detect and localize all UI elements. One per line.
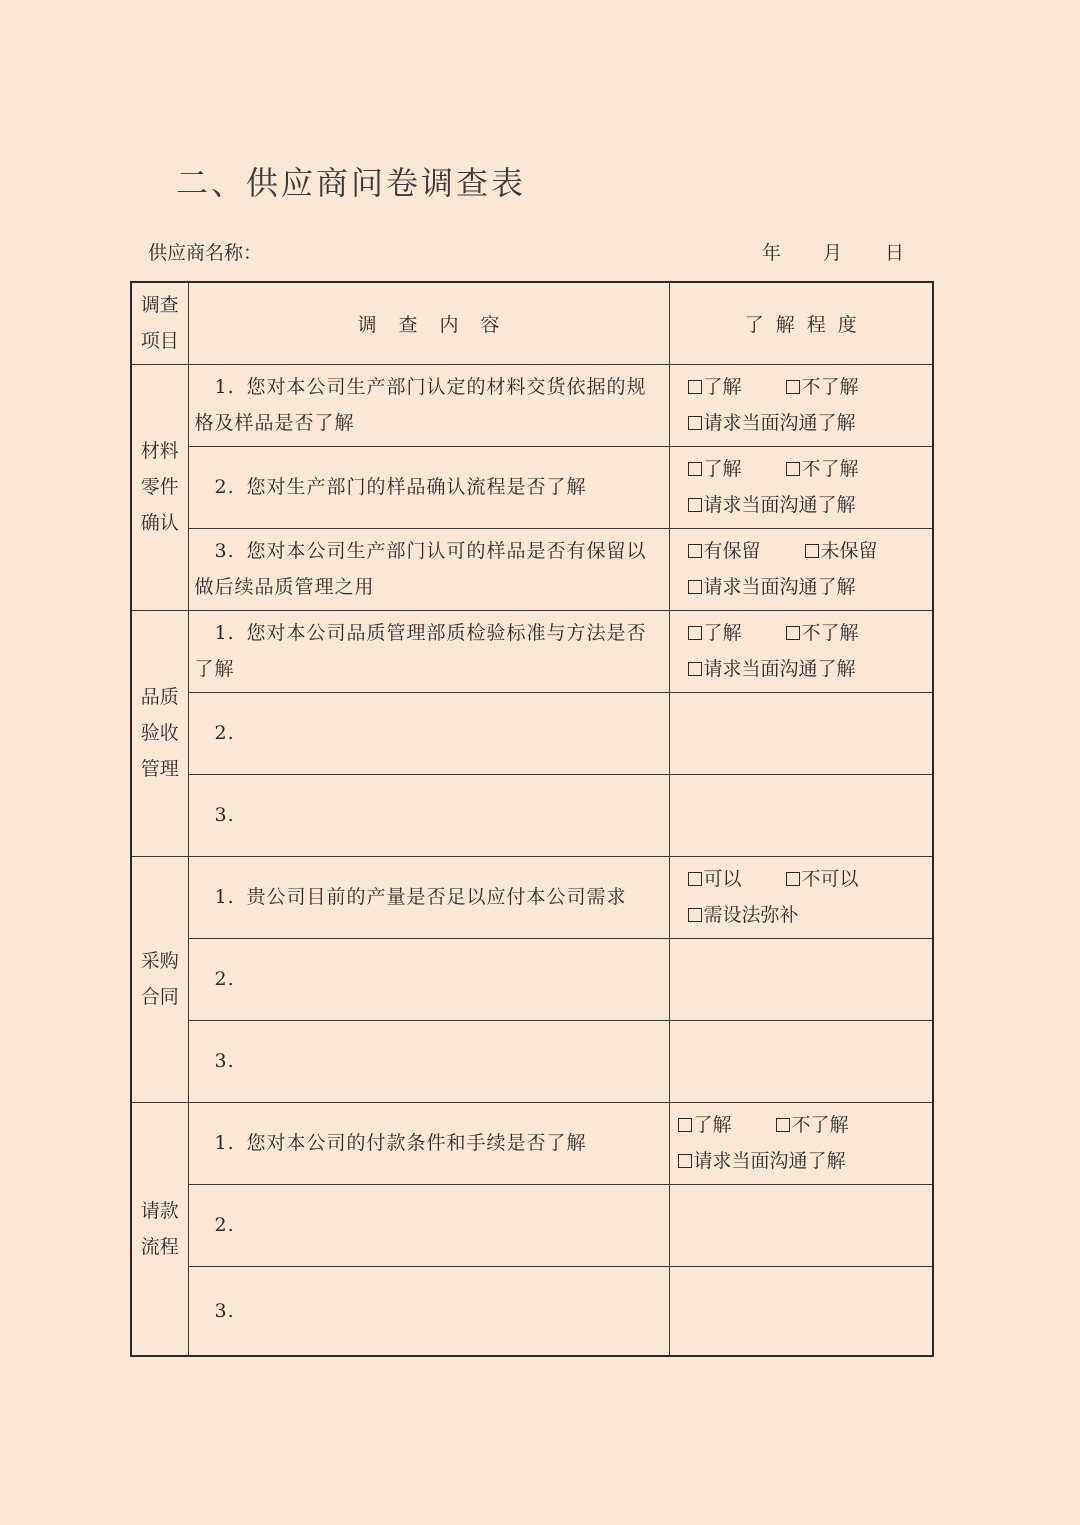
options-cell-empty bbox=[669, 692, 933, 774]
header-survey-item: 调查 项目 bbox=[131, 282, 188, 364]
category-payment-process: 请款 流程 bbox=[131, 1102, 188, 1356]
checkbox[interactable] bbox=[688, 872, 702, 886]
options-cell-empty bbox=[669, 938, 933, 1020]
question-cell: 2. bbox=[188, 1184, 669, 1266]
category-material-confirm: 材料 零件 确认 bbox=[131, 364, 188, 610]
checkbox[interactable] bbox=[688, 380, 702, 394]
checkbox[interactable] bbox=[688, 626, 702, 640]
options-cell: 可以 不可以 需设法弥补 bbox=[669, 856, 933, 938]
checkbox[interactable] bbox=[688, 580, 702, 594]
options-cell: 有保留 未保留 请求当面沟通了解 bbox=[669, 528, 933, 610]
table-row bbox=[131, 938, 933, 1020]
checkbox[interactable] bbox=[688, 662, 702, 676]
table-row bbox=[131, 774, 933, 856]
survey-table bbox=[130, 281, 934, 1357]
table-row bbox=[131, 1020, 933, 1102]
question-cell: 1. 贵公司目前的产量是否足以应付本公司需求 bbox=[188, 856, 669, 938]
options-cell: 了解 不了解 请求当面沟通了解 bbox=[669, 446, 933, 528]
checkbox[interactable] bbox=[786, 380, 800, 394]
category-quality-acceptance: 品质 验收 管理 bbox=[131, 610, 188, 856]
date-month-label: 月 bbox=[823, 242, 843, 264]
question-cell: 2. 您对生产部门的样品确认流程是否了解 bbox=[188, 446, 669, 528]
table-header-row bbox=[131, 282, 933, 364]
supplier-name-label: 供应商名称： bbox=[148, 242, 263, 264]
checkbox[interactable] bbox=[786, 872, 800, 886]
document-title: 二、供应商问卷调查表 bbox=[176, 164, 527, 202]
table-row bbox=[131, 692, 933, 774]
question-cell: 1. 您对本公司生产部门认定的材料交货依据的规格及样品是否了解 bbox=[188, 364, 669, 446]
question-cell: 3. bbox=[188, 1020, 669, 1102]
question-cell: 1. 您对本公司的付款条件和手续是否了解 bbox=[188, 1102, 669, 1184]
date-year-label: 年 bbox=[762, 242, 782, 264]
table-row bbox=[131, 446, 933, 528]
checkbox[interactable] bbox=[776, 1118, 790, 1132]
table-row bbox=[131, 610, 933, 692]
question-cell: 3. bbox=[188, 774, 669, 856]
table-row bbox=[131, 528, 933, 610]
checkbox[interactable] bbox=[688, 462, 702, 476]
options-cell-empty bbox=[669, 1266, 933, 1356]
checkbox[interactable] bbox=[678, 1118, 692, 1132]
table-row bbox=[131, 1184, 933, 1266]
options-cell-empty bbox=[669, 1020, 933, 1102]
header-understanding-level: 了解程度 bbox=[669, 282, 933, 364]
table-row bbox=[131, 364, 933, 446]
table-row bbox=[131, 856, 933, 938]
checkbox[interactable] bbox=[786, 462, 800, 476]
checkbox[interactable] bbox=[688, 498, 702, 512]
options-cell-empty bbox=[669, 1184, 933, 1266]
table-row bbox=[131, 1266, 933, 1356]
category-purchase-contract: 采购 合同 bbox=[131, 856, 188, 1102]
options-cell: 了解 不了解 请求当面沟通了解 bbox=[669, 1102, 933, 1184]
checkbox[interactable] bbox=[678, 1154, 692, 1168]
checkbox[interactable] bbox=[688, 544, 702, 558]
checkbox[interactable] bbox=[805, 544, 819, 558]
question-cell: 2. bbox=[188, 938, 669, 1020]
question-cell: 3. 您对本公司生产部门认可的样品是否有保留以做后续品质管理之用 bbox=[188, 528, 669, 610]
header-survey-content: 调查内容 bbox=[188, 282, 669, 364]
table-row bbox=[131, 1102, 933, 1184]
options-cell: 了解 不了解 请求当面沟通了解 bbox=[669, 364, 933, 446]
checkbox[interactable] bbox=[786, 626, 800, 640]
date-day-label: 日 bbox=[885, 242, 905, 264]
question-cell: 1. 您对本公司品质管理部质检验标准与方法是否了解 bbox=[188, 610, 669, 692]
checkbox[interactable] bbox=[688, 416, 702, 430]
question-cell: 2. bbox=[188, 692, 669, 774]
checkbox[interactable] bbox=[688, 908, 702, 922]
options-cell-empty bbox=[669, 774, 933, 856]
options-cell: 了解 不了解 请求当面沟通了解 bbox=[669, 610, 933, 692]
question-cell: 3. bbox=[188, 1266, 669, 1356]
